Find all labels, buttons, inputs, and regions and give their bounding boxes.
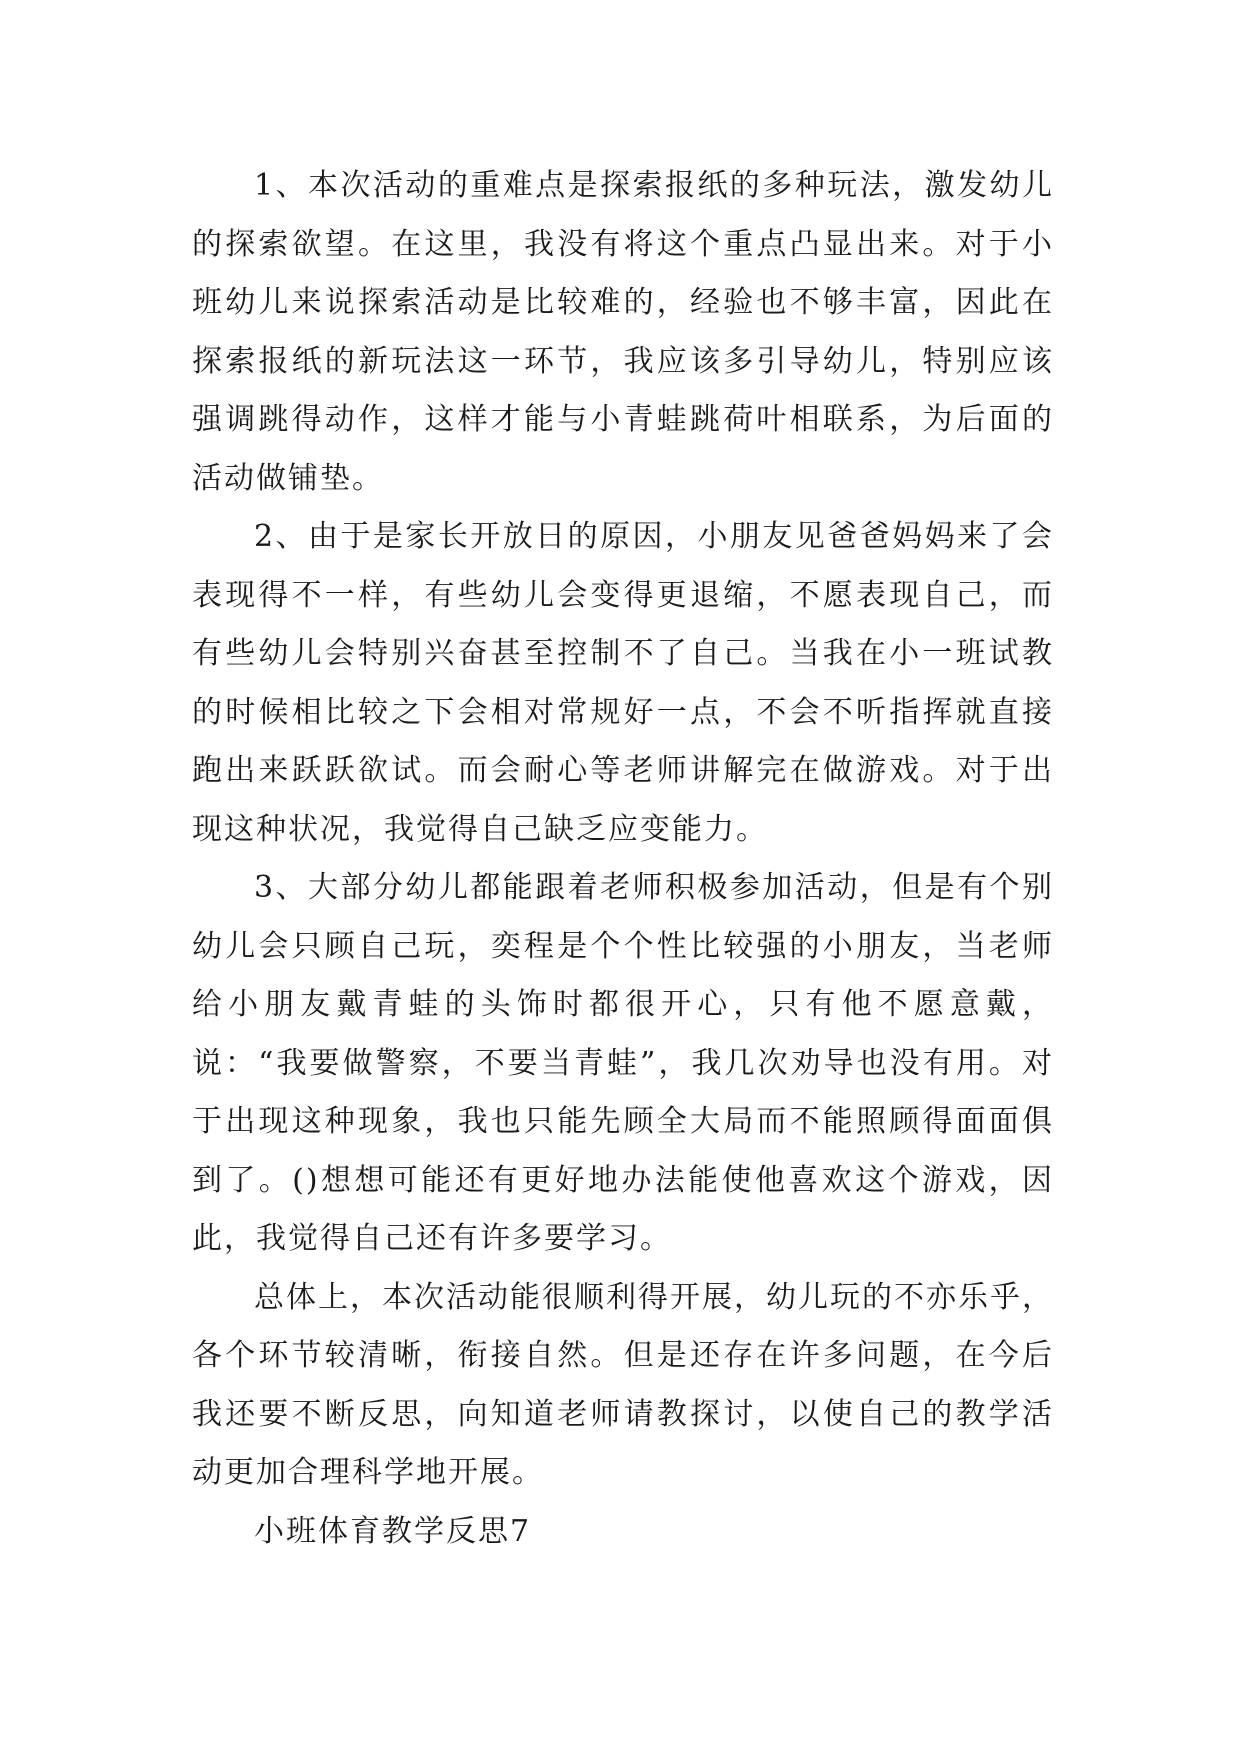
section-title: 小班体育教学反思7 <box>254 1513 532 1549</box>
document-body <box>192 157 1054 1561</box>
paragraph-2: 2、由于是家长开放日的原因，小朋友见爸爸妈妈来了会表现得不一样，有些幼儿会变得更退缩，不愿表现自己，而有些幼儿会特别兴奋甚至控制不了自己。当我在小一班试教的时候相比较之下会相对常规好一点，不会不听指挥就直接跑出来跃跃欲试。而会耐心等老师讲解完在做游戏。对于出现这种状况，我觉得自己缺乏应变能力。 <box>192 519 1054 847</box>
paragraph-summary: 总体上，本次活动能很顺利得开展，幼儿玩的不亦乐乎，各个环节较清晰，衔接自然。但是还存在许多问题，在今后我还要不断反思，向知道老师请教探讨，以使自己的教学活动更加合理科学地开展。 <box>192 1279 1054 1490</box>
paragraph-1: 1、本次活动的重难点是探索报纸的多种玩法，激发幼儿的探索欲望。在这里，我没有将这个重点凸显出来。对于小班幼儿来说探索活动是比较难的，经验也不够丰富，因此在探索报纸的新玩法这一环节，我应该多引导幼儿，特别应该强调跳得动作，这样才能与小青蛙跳荷叶相联系，为后面的活动做铺垫。 <box>192 168 1054 496</box>
paragraph-3: 3、大部分幼儿都能跟着老师积极参加活动，但是有个别幼儿会只顾自己玩，奕程是个个性比较强的小朋友，当老师给小朋友戴青蛙的头饰时都很开心，只有他不愿意戴，说：“我要做警察，不要当青蛙”，我几次劝导也没有用。对于出现这种现象，我也只能先顾全大局而不能照顾得面面俱到了。()想想可能还有更好地办法能使他喜欢这个游戏，因此，我觉得自己还有许多要学习。 <box>192 870 1054 1256</box>
